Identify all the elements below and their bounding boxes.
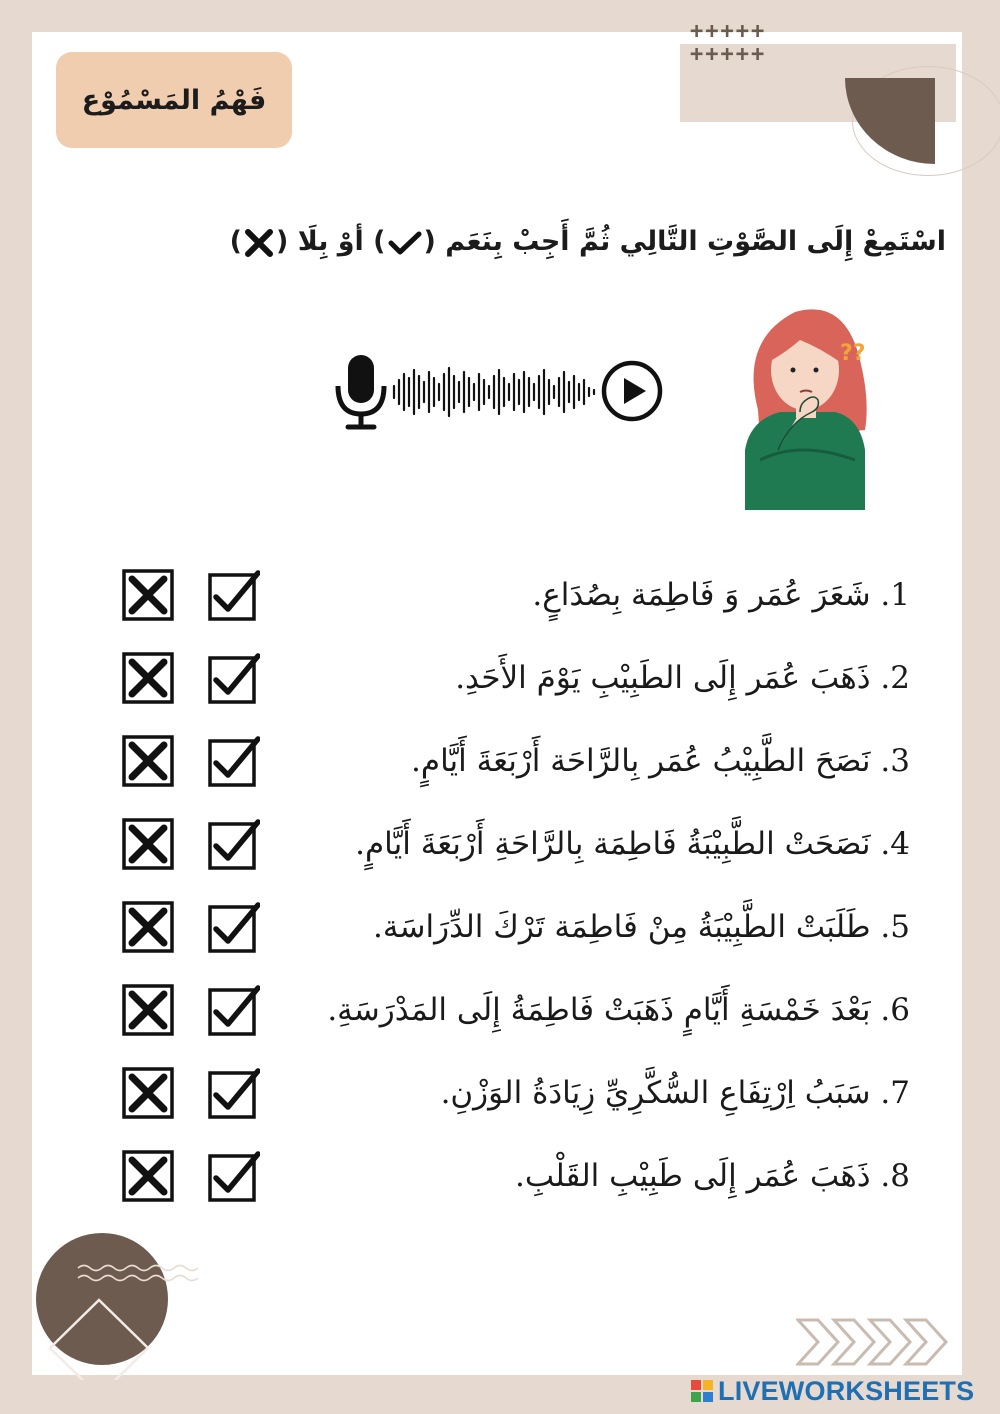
question-number: 3. <box>880 743 910 779</box>
question-sentence: نَصَحَ الطَّبِيْبُ عُمَر بِالرَّاحَة أَرْبَعَةَ أَيَّامٍ. <box>411 743 871 779</box>
question-row <box>110 1063 910 1123</box>
page-title-text: فَهْمُ المَسْمُوْع <box>81 84 267 116</box>
check-box-icon[interactable] <box>208 652 260 704</box>
question-text <box>270 980 910 1040</box>
x-box-icon[interactable] <box>122 1067 174 1119</box>
question-text <box>270 1146 910 1206</box>
instruction-text-end: ) <box>229 226 242 257</box>
question-number: 8. <box>880 1158 910 1194</box>
decor-wave-lines <box>76 1262 198 1286</box>
question-row <box>110 565 910 625</box>
question-sentence: سَبَبُ اِرْتِفَاعِ السُّكَّرِيِّ زِيَادَةُ الوَزْنِ. <box>440 1075 871 1111</box>
check-box-icon[interactable] <box>208 569 260 621</box>
plus-row: +++++ <box>690 19 767 44</box>
question-row <box>110 980 910 1040</box>
question-text <box>270 565 910 625</box>
footer-brand-text: LIVEWORKSHEETS <box>718 1375 975 1406</box>
x-box-icon[interactable] <box>122 818 174 870</box>
question-text <box>270 648 910 708</box>
question-row <box>110 897 910 957</box>
question-sentence: ذَهَبَ عُمَر إِلَى طَبِيْبِ القَلْبِ. <box>515 1158 871 1194</box>
instruction-text-main: اسْتَمِعْ إِلَى الصَّوْتِ التَّالِي ثُمَّ أَجِبْ بِنَعَم ( <box>423 226 946 257</box>
question-sentence: ذَهَبَ عُمَر إِلَى الطَبِيْبِ يَوْمَ الأَحَدِ. <box>455 660 871 696</box>
question-number: 1. <box>880 577 910 613</box>
question-text <box>270 897 910 957</box>
check-box-icon[interactable] <box>208 901 260 953</box>
check-icon <box>388 230 422 256</box>
question-row <box>110 814 910 874</box>
decor-chevrons <box>796 1314 956 1370</box>
question-row <box>110 648 910 708</box>
check-box-icon[interactable] <box>208 735 260 787</box>
question-number: 2. <box>880 660 910 696</box>
question-text <box>270 814 910 874</box>
check-box-icon[interactable] <box>208 818 260 870</box>
decor-plus-pattern <box>690 20 794 66</box>
decor-diamond-outline <box>44 1296 154 1380</box>
thinking-girl-illustration <box>720 300 895 515</box>
question-row <box>110 1146 910 1206</box>
liveworksheets-logo-icon <box>690 1379 714 1403</box>
x-box-icon[interactable] <box>122 735 174 787</box>
instruction <box>200 212 946 272</box>
check-box-icon[interactable] <box>208 1150 260 1202</box>
x-icon <box>244 228 274 258</box>
audio-player[interactable] <box>330 350 670 435</box>
x-box-icon[interactable] <box>122 652 174 704</box>
question-sentence: بَعْدَ خَمْسَةِ أَيَّامٍ ذَهَبَتْ فَاطِمَةُ إِلَى المَدْرَسَةِ. <box>327 992 871 1028</box>
footer-brand[interactable] <box>690 1376 990 1406</box>
question-number: 7. <box>880 1075 910 1111</box>
x-box-icon[interactable] <box>122 1150 174 1202</box>
svg-text:??: ?? <box>840 341 866 366</box>
plus-row: +++++ <box>690 42 767 67</box>
question-sentence: نَصَحَتْ الطَّبِيْبَةُ فَاطِمَة بِالرَّاحَةِ أَرْبَعَةَ أَيَّامٍ. <box>355 826 871 862</box>
question-sentence: شَعَرَ عُمَر وَ فَاطِمَة بِصُدَاعٍ. <box>532 577 871 613</box>
check-box-icon[interactable] <box>208 984 260 1036</box>
microphone-icon <box>338 355 384 427</box>
x-box-icon[interactable] <box>122 569 174 621</box>
question-row <box>110 731 910 791</box>
question-number: 6. <box>880 992 910 1028</box>
question-number: 5. <box>880 909 910 945</box>
check-box-icon[interactable] <box>208 1067 260 1119</box>
page-title <box>56 52 292 148</box>
question-text <box>270 731 910 791</box>
question-number: 4. <box>880 826 910 862</box>
sound-wave-icon <box>394 368 594 416</box>
question-text <box>270 1063 910 1123</box>
question-sentence: طَلَبَتْ الطَّبِيْبَةُ مِنْ فَاطِمَة تَرْكَ الدِّرَاسَة. <box>373 909 871 945</box>
play-icon[interactable] <box>604 363 660 419</box>
instruction-text-mid: ) أوْ بِلَا ( <box>275 226 386 257</box>
x-box-icon[interactable] <box>122 984 174 1036</box>
x-box-icon[interactable] <box>122 901 174 953</box>
